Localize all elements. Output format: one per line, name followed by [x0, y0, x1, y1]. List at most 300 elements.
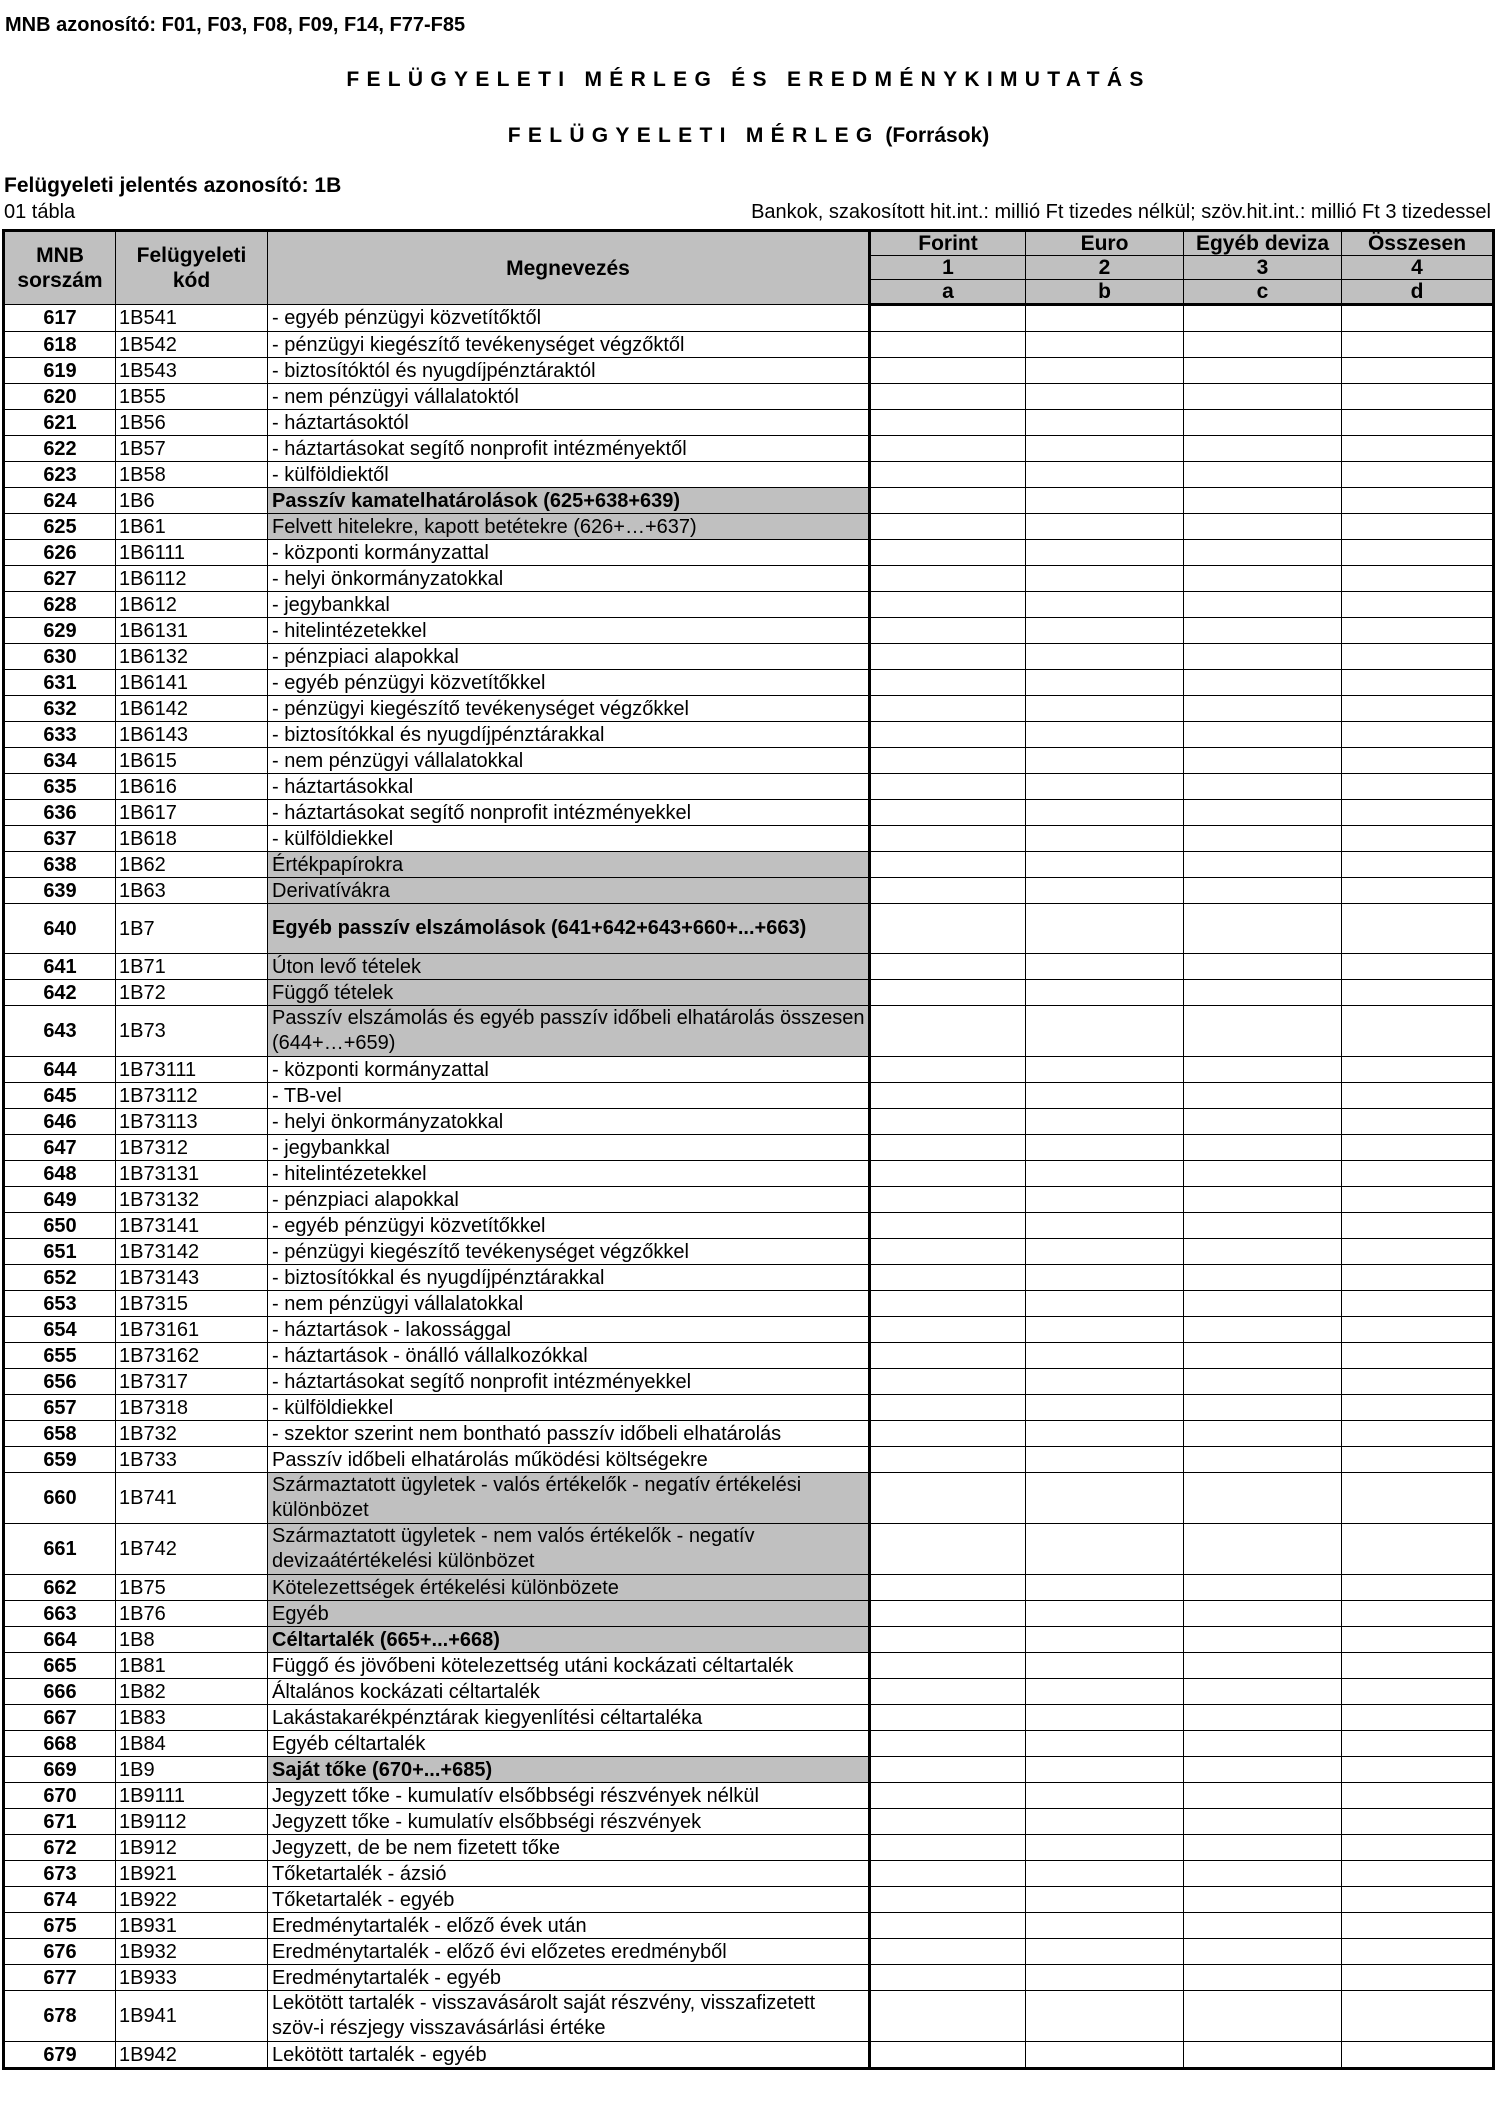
value-cell-forint[interactable] [870, 1213, 1026, 1239]
value-cell-total[interactable] [1342, 1135, 1494, 1161]
value-cell-forint[interactable] [870, 1369, 1026, 1395]
value-cell-forint[interactable] [870, 1835, 1026, 1861]
table-row [4, 1473, 1494, 1524]
value-cell-forint[interactable] [870, 1524, 1026, 1575]
value-cell-total[interactable] [1342, 592, 1494, 618]
value-cell-forint[interactable] [870, 800, 1026, 826]
value-cell-other-currency[interactable] [1184, 305, 1342, 332]
value-cell-total[interactable] [1342, 1887, 1494, 1913]
value-cell-forint[interactable] [870, 305, 1026, 332]
value-cell-euro[interactable] [1026, 1369, 1184, 1395]
value-cell-euro[interactable] [1026, 358, 1184, 384]
value-cell-forint[interactable] [870, 618, 1026, 644]
value-cell-forint[interactable] [870, 1265, 1026, 1291]
value-cell-total[interactable] [1342, 1239, 1494, 1265]
value-cell-forint[interactable] [870, 514, 1026, 540]
value-cell-total[interactable] [1342, 1653, 1494, 1679]
value-cell-forint[interactable] [870, 1913, 1026, 1939]
value-cell-euro[interactable] [1026, 1627, 1184, 1653]
value-cell-total[interactable] [1342, 1783, 1494, 1809]
value-cell-other-currency[interactable] [1184, 462, 1342, 488]
value-cell-forint[interactable] [870, 488, 1026, 514]
value-cell-other-currency[interactable] [1184, 1057, 1342, 1083]
row-description: Céltartalék (665+...+668) [268, 1627, 870, 1653]
value-cell-forint[interactable] [870, 1965, 1026, 1991]
col-number: 1 [870, 256, 1026, 280]
value-cell-other-currency[interactable] [1184, 954, 1342, 980]
value-cell-forint[interactable] [870, 1887, 1026, 1913]
value-cell-total[interactable] [1342, 384, 1494, 410]
value-cell-forint[interactable] [870, 1343, 1026, 1369]
table-row [4, 670, 1494, 696]
value-cell-forint[interactable] [870, 774, 1026, 800]
value-cell-other-currency[interactable] [1184, 1991, 1342, 2042]
value-cell-total[interactable] [1342, 488, 1494, 514]
value-cell-other-currency[interactable] [1184, 1187, 1342, 1213]
value-cell-euro[interactable] [1026, 878, 1184, 904]
value-cell-euro[interactable] [1026, 1161, 1184, 1187]
value-cell-forint[interactable] [870, 462, 1026, 488]
table-row [4, 1187, 1494, 1213]
value-cell-forint[interactable] [870, 1991, 1026, 2042]
value-cell-euro[interactable] [1026, 1187, 1184, 1213]
value-cell-euro[interactable] [1026, 1135, 1184, 1161]
row-number: 663 [4, 1601, 116, 1627]
value-cell-euro[interactable] [1026, 2042, 1184, 2069]
value-cell-total[interactable] [1342, 1421, 1494, 1447]
row-code: 1B921 [116, 1861, 268, 1887]
table-row [4, 332, 1494, 358]
value-cell-forint[interactable] [870, 1939, 1026, 1965]
row-number: 627 [4, 566, 116, 592]
value-cell-forint[interactable] [870, 1861, 1026, 1887]
value-cell-euro[interactable] [1026, 1447, 1184, 1473]
value-cell-forint[interactable] [870, 358, 1026, 384]
value-cell-forint[interactable] [870, 852, 1026, 878]
value-cell-total[interactable] [1342, 954, 1494, 980]
value-cell-total[interactable] [1342, 1265, 1494, 1291]
value-cell-euro[interactable] [1026, 722, 1184, 748]
row-number: 654 [4, 1317, 116, 1343]
value-cell-total[interactable] [1342, 1291, 1494, 1317]
value-cell-other-currency[interactable] [1184, 1679, 1342, 1705]
value-cell-forint[interactable] [870, 1317, 1026, 1343]
row-description: Jegyzett, de be nem fizetett tőke [268, 1835, 870, 1861]
table-number: 01 tábla [4, 201, 76, 223]
row-number: 649 [4, 1187, 116, 1213]
value-cell-total[interactable] [1342, 1213, 1494, 1239]
value-cell-euro[interactable] [1026, 826, 1184, 852]
value-cell-total[interactable] [1342, 980, 1494, 1006]
value-cell-other-currency[interactable] [1184, 488, 1342, 514]
value-cell-total[interactable] [1342, 1369, 1494, 1395]
value-cell-euro[interactable] [1026, 904, 1184, 954]
value-cell-other-currency[interactable] [1184, 670, 1342, 696]
value-cell-forint[interactable] [870, 644, 1026, 670]
value-cell-euro[interactable] [1026, 1575, 1184, 1601]
value-cell-euro[interactable] [1026, 540, 1184, 566]
value-cell-forint[interactable] [870, 1161, 1026, 1187]
value-cell-total[interactable] [1342, 826, 1494, 852]
value-cell-other-currency[interactable] [1184, 1575, 1342, 1601]
value-cell-euro[interactable] [1026, 1083, 1184, 1109]
row-code: 1B732 [116, 1421, 268, 1447]
table-row [4, 980, 1494, 1006]
value-cell-total[interactable] [1342, 1627, 1494, 1653]
value-cell-forint[interactable] [870, 1809, 1026, 1835]
value-cell-euro[interactable] [1026, 1913, 1184, 1939]
value-cell-other-currency[interactable] [1184, 1861, 1342, 1887]
value-cell-forint[interactable] [870, 1135, 1026, 1161]
value-cell-total[interactable] [1342, 1083, 1494, 1109]
row-code: 1B73142 [116, 1239, 268, 1265]
value-cell-forint[interactable] [870, 1783, 1026, 1809]
value-cell-forint[interactable] [870, 1473, 1026, 1524]
table-row [4, 1887, 1494, 1913]
row-code: 1B84 [116, 1731, 268, 1757]
value-cell-total[interactable] [1342, 566, 1494, 592]
value-cell-forint[interactable] [870, 1679, 1026, 1705]
value-cell-other-currency[interactable] [1184, 1161, 1342, 1187]
value-cell-other-currency[interactable] [1184, 1913, 1342, 1939]
value-cell-forint[interactable] [870, 904, 1026, 954]
value-cell-other-currency[interactable] [1184, 1421, 1342, 1447]
value-cell-total[interactable] [1342, 1006, 1494, 1057]
value-cell-euro[interactable] [1026, 305, 1184, 332]
value-cell-other-currency[interactable] [1184, 566, 1342, 592]
value-cell-euro[interactable] [1026, 1835, 1184, 1861]
row-number: 658 [4, 1421, 116, 1447]
value-cell-euro[interactable] [1026, 1809, 1184, 1835]
value-cell-other-currency[interactable] [1184, 436, 1342, 462]
row-number: 647 [4, 1135, 116, 1161]
value-cell-other-currency[interactable] [1184, 980, 1342, 1006]
value-cell-total[interactable] [1342, 800, 1494, 826]
row-description: - helyi önkormányzatokkal [268, 566, 870, 592]
value-cell-forint[interactable] [870, 1006, 1026, 1057]
value-cell-other-currency[interactable] [1184, 1965, 1342, 1991]
value-cell-forint[interactable] [870, 748, 1026, 774]
row-code: 1B615 [116, 748, 268, 774]
value-cell-total[interactable] [1342, 540, 1494, 566]
value-cell-other-currency[interactable] [1184, 592, 1342, 618]
value-cell-total[interactable] [1342, 1601, 1494, 1627]
value-cell-euro[interactable] [1026, 384, 1184, 410]
value-cell-total[interactable] [1342, 1731, 1494, 1757]
value-cell-total[interactable] [1342, 1447, 1494, 1473]
value-cell-total[interactable] [1342, 1965, 1494, 1991]
value-cell-total[interactable] [1342, 1473, 1494, 1524]
value-cell-other-currency[interactable] [1184, 540, 1342, 566]
value-cell-euro[interactable] [1026, 1265, 1184, 1291]
value-cell-forint[interactable] [870, 1291, 1026, 1317]
value-cell-other-currency[interactable] [1184, 644, 1342, 670]
value-cell-total[interactable] [1342, 1835, 1494, 1861]
value-cell-forint[interactable] [870, 1705, 1026, 1731]
table-row [4, 1835, 1494, 1861]
value-cell-forint[interactable] [870, 384, 1026, 410]
row-description: - háztartásokat segítő nonprofit intézményekkel [268, 800, 870, 826]
value-cell-euro[interactable] [1026, 1861, 1184, 1887]
value-cell-forint[interactable] [870, 1421, 1026, 1447]
value-cell-euro[interactable] [1026, 670, 1184, 696]
value-cell-forint[interactable] [870, 670, 1026, 696]
value-cell-euro[interactable] [1026, 774, 1184, 800]
value-cell-total[interactable] [1342, 722, 1494, 748]
value-cell-euro[interactable] [1026, 1705, 1184, 1731]
value-cell-euro[interactable] [1026, 980, 1184, 1006]
row-number: 661 [4, 1524, 116, 1575]
table-row [4, 540, 1494, 566]
value-cell-other-currency[interactable] [1184, 1109, 1342, 1135]
value-cell-other-currency[interactable] [1184, 878, 1342, 904]
balance-sheet-table [2, 229, 1495, 2070]
value-cell-euro[interactable] [1026, 1783, 1184, 1809]
value-cell-total[interactable] [1342, 1187, 1494, 1213]
value-cell-euro[interactable] [1026, 332, 1184, 358]
value-cell-total[interactable] [1342, 774, 1494, 800]
value-cell-euro[interactable] [1026, 1731, 1184, 1757]
value-cell-other-currency[interactable] [1184, 1447, 1342, 1473]
value-cell-total[interactable] [1342, 852, 1494, 878]
value-cell-forint[interactable] [870, 1601, 1026, 1627]
row-description: Jegyzett tőke - kumulatív elsőbbségi részvények nélkül [268, 1783, 870, 1809]
value-cell-euro[interactable] [1026, 592, 1184, 618]
value-cell-forint[interactable] [870, 410, 1026, 436]
value-cell-euro[interactable] [1026, 852, 1184, 878]
value-cell-euro[interactable] [1026, 748, 1184, 774]
value-cell-total[interactable] [1342, 748, 1494, 774]
value-cell-euro[interactable] [1026, 1213, 1184, 1239]
row-description: Saját tőke (670+...+685) [268, 1757, 870, 1783]
col-letter: c [1184, 280, 1342, 305]
value-cell-total[interactable] [1342, 358, 1494, 384]
value-cell-euro[interactable] [1026, 1991, 1184, 2042]
value-cell-forint[interactable] [870, 592, 1026, 618]
row-description: - pénzügyi kiegészítő tevékenységet végzőkkel [268, 1239, 870, 1265]
value-cell-forint[interactable] [870, 1239, 1026, 1265]
value-cell-euro[interactable] [1026, 1601, 1184, 1627]
value-cell-other-currency[interactable] [1184, 1705, 1342, 1731]
value-cell-other-currency[interactable] [1184, 774, 1342, 800]
value-cell-total[interactable] [1342, 305, 1494, 332]
value-cell-other-currency[interactable] [1184, 1627, 1342, 1653]
value-cell-forint[interactable] [870, 1575, 1026, 1601]
value-cell-euro[interactable] [1026, 410, 1184, 436]
value-cell-forint[interactable] [870, 436, 1026, 462]
value-cell-total[interactable] [1342, 618, 1494, 644]
value-cell-euro[interactable] [1026, 1653, 1184, 1679]
value-cell-forint[interactable] [870, 1627, 1026, 1653]
value-cell-other-currency[interactable] [1184, 1524, 1342, 1575]
value-cell-other-currency[interactable] [1184, 1006, 1342, 1057]
value-cell-euro[interactable] [1026, 1887, 1184, 1913]
value-cell-other-currency[interactable] [1184, 1239, 1342, 1265]
value-cell-forint[interactable] [870, 878, 1026, 904]
value-cell-euro[interactable] [1026, 618, 1184, 644]
value-cell-total[interactable] [1342, 1913, 1494, 1939]
value-cell-total[interactable] [1342, 514, 1494, 540]
value-cell-other-currency[interactable] [1184, 1317, 1342, 1343]
value-cell-euro[interactable] [1026, 1524, 1184, 1575]
value-cell-euro[interactable] [1026, 1421, 1184, 1447]
value-cell-total[interactable] [1342, 1057, 1494, 1083]
value-cell-other-currency[interactable] [1184, 358, 1342, 384]
value-cell-other-currency[interactable] [1184, 904, 1342, 954]
value-cell-other-currency[interactable] [1184, 800, 1342, 826]
value-cell-total[interactable] [1342, 436, 1494, 462]
value-cell-other-currency[interactable] [1184, 1783, 1342, 1809]
value-cell-total[interactable] [1342, 332, 1494, 358]
value-cell-forint[interactable] [870, 722, 1026, 748]
value-cell-total[interactable] [1342, 1524, 1494, 1575]
subtitle-main: FELÜGYELETI MÉRLEG [507, 124, 880, 147]
value-cell-euro[interactable] [1026, 1757, 1184, 1783]
value-cell-other-currency[interactable] [1184, 1291, 1342, 1317]
value-cell-euro[interactable] [1026, 696, 1184, 722]
value-cell-total[interactable] [1342, 670, 1494, 696]
value-cell-other-currency[interactable] [1184, 852, 1342, 878]
value-cell-total[interactable] [1342, 904, 1494, 954]
table-row [4, 1705, 1494, 1731]
value-cell-forint[interactable] [870, 1757, 1026, 1783]
row-description: Egyéb passzív elszámolások (641+642+643+660+...+663) [268, 904, 870, 954]
value-cell-other-currency[interactable] [1184, 1395, 1342, 1421]
value-cell-forint[interactable] [870, 1109, 1026, 1135]
row-number: 646 [4, 1109, 116, 1135]
value-cell-other-currency[interactable] [1184, 1343, 1342, 1369]
value-cell-forint[interactable] [870, 696, 1026, 722]
value-cell-total[interactable] [1342, 644, 1494, 670]
value-cell-total[interactable] [1342, 2042, 1494, 2069]
value-cell-euro[interactable] [1026, 954, 1184, 980]
value-cell-total[interactable] [1342, 696, 1494, 722]
value-cell-total[interactable] [1342, 410, 1494, 436]
value-cell-total[interactable] [1342, 1575, 1494, 1601]
value-cell-forint[interactable] [870, 1653, 1026, 1679]
value-cell-other-currency[interactable] [1184, 1369, 1342, 1395]
value-cell-forint[interactable] [870, 332, 1026, 358]
value-cell-euro[interactable] [1026, 1343, 1184, 1369]
table-row [4, 696, 1494, 722]
table-row [4, 1757, 1494, 1783]
value-cell-total[interactable] [1342, 1809, 1494, 1835]
value-cell-euro[interactable] [1026, 1473, 1184, 1524]
value-cell-total[interactable] [1342, 1317, 1494, 1343]
value-cell-total[interactable] [1342, 1705, 1494, 1731]
value-cell-euro[interactable] [1026, 1965, 1184, 1991]
value-cell-other-currency[interactable] [1184, 1757, 1342, 1783]
value-cell-forint[interactable] [870, 1395, 1026, 1421]
value-cell-total[interactable] [1342, 1939, 1494, 1965]
value-cell-other-currency[interactable] [1184, 1213, 1342, 1239]
value-cell-other-currency[interactable] [1184, 1809, 1342, 1835]
value-cell-euro[interactable] [1026, 462, 1184, 488]
value-cell-euro[interactable] [1026, 1679, 1184, 1705]
value-cell-other-currency[interactable] [1184, 1887, 1342, 1913]
value-cell-total[interactable] [1342, 1991, 1494, 2042]
table-row [4, 1083, 1494, 1109]
value-cell-total[interactable] [1342, 1109, 1494, 1135]
value-cell-total[interactable] [1342, 1861, 1494, 1887]
value-cell-euro[interactable] [1026, 1006, 1184, 1057]
table-row [4, 1809, 1494, 1835]
value-cell-total[interactable] [1342, 1343, 1494, 1369]
value-cell-euro[interactable] [1026, 514, 1184, 540]
value-cell-forint[interactable] [870, 954, 1026, 980]
row-code: 1B81 [116, 1653, 268, 1679]
value-cell-euro[interactable] [1026, 488, 1184, 514]
value-cell-total[interactable] [1342, 1679, 1494, 1705]
row-description: Értékpapírokra [268, 852, 870, 878]
value-cell-euro[interactable] [1026, 1395, 1184, 1421]
value-cell-other-currency[interactable] [1184, 1265, 1342, 1291]
value-cell-forint[interactable] [870, 1731, 1026, 1757]
value-cell-other-currency[interactable] [1184, 722, 1342, 748]
value-cell-total[interactable] [1342, 1395, 1494, 1421]
row-code: 1B618 [116, 826, 268, 852]
value-cell-other-currency[interactable] [1184, 384, 1342, 410]
value-cell-other-currency[interactable] [1184, 332, 1342, 358]
value-cell-other-currency[interactable] [1184, 696, 1342, 722]
value-cell-other-currency[interactable] [1184, 826, 1342, 852]
value-cell-other-currency[interactable] [1184, 1135, 1342, 1161]
value-cell-forint[interactable] [870, 566, 1026, 592]
value-cell-other-currency[interactable] [1184, 1653, 1342, 1679]
value-cell-forint[interactable] [870, 826, 1026, 852]
value-cell-euro[interactable] [1026, 1057, 1184, 1083]
value-cell-other-currency[interactable] [1184, 1473, 1342, 1524]
row-code: 1B932 [116, 1939, 268, 1965]
value-cell-other-currency[interactable] [1184, 2042, 1342, 2069]
value-cell-euro[interactable] [1026, 644, 1184, 670]
value-cell-euro[interactable] [1026, 436, 1184, 462]
value-cell-forint[interactable] [870, 2042, 1026, 2069]
value-cell-total[interactable] [1342, 1161, 1494, 1187]
row-description: - háztartásoktól [268, 410, 870, 436]
value-cell-forint[interactable] [870, 1187, 1026, 1213]
value-cell-forint[interactable] [870, 540, 1026, 566]
value-cell-total[interactable] [1342, 1757, 1494, 1783]
value-cell-forint[interactable] [870, 980, 1026, 1006]
value-cell-other-currency[interactable] [1184, 618, 1342, 644]
value-cell-euro[interactable] [1026, 1239, 1184, 1265]
row-code: 1B612 [116, 592, 268, 618]
value-cell-euro[interactable] [1026, 1109, 1184, 1135]
value-cell-forint[interactable] [870, 1057, 1026, 1083]
value-cell-euro[interactable] [1026, 1291, 1184, 1317]
table-row [4, 774, 1494, 800]
value-cell-forint[interactable] [870, 1447, 1026, 1473]
value-cell-other-currency[interactable] [1184, 1939, 1342, 1965]
value-cell-other-currency[interactable] [1184, 1835, 1342, 1861]
value-cell-other-currency[interactable] [1184, 1731, 1342, 1757]
value-cell-other-currency[interactable] [1184, 1601, 1342, 1627]
row-code: 1B73161 [116, 1317, 268, 1343]
value-cell-other-currency[interactable] [1184, 514, 1342, 540]
value-cell-total[interactable] [1342, 462, 1494, 488]
value-cell-other-currency[interactable] [1184, 1083, 1342, 1109]
value-cell-forint[interactable] [870, 1083, 1026, 1109]
value-cell-euro[interactable] [1026, 1939, 1184, 1965]
value-cell-other-currency[interactable] [1184, 748, 1342, 774]
value-cell-total[interactable] [1342, 878, 1494, 904]
value-cell-euro[interactable] [1026, 800, 1184, 826]
value-cell-euro[interactable] [1026, 1317, 1184, 1343]
table-row [4, 462, 1494, 488]
value-cell-euro[interactable] [1026, 566, 1184, 592]
value-cell-other-currency[interactable] [1184, 410, 1342, 436]
